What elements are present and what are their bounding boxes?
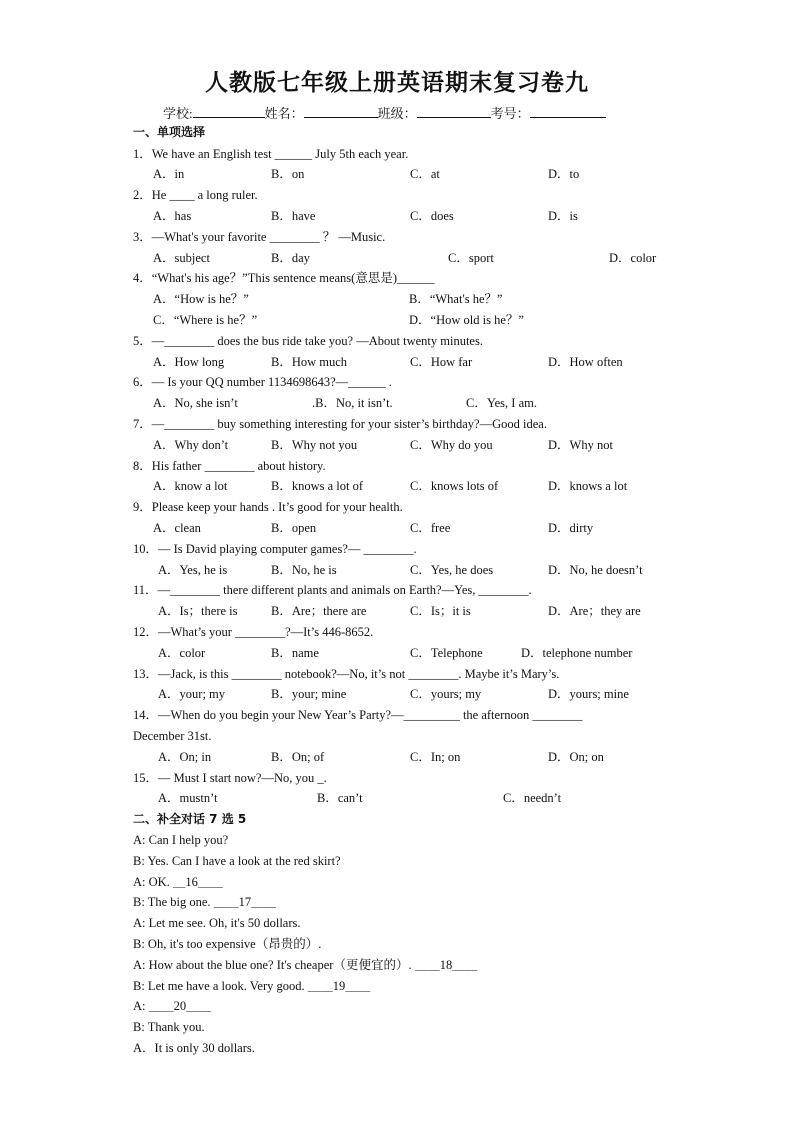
option-d[interactable]: D．knows a lot — [548, 479, 628, 493]
section-heading-dialogue: 二、补全对话 7 选 5 — [133, 812, 247, 826]
option-a[interactable]: A．subject — [153, 251, 210, 265]
name-blank[interactable] — [304, 105, 378, 118]
question-stem: 14．—When do you begin your New Year’s Party?—_________ the afternoon ________ — [133, 708, 583, 722]
option-b[interactable]: B．open — [271, 521, 317, 535]
page-title: 人教版七年级上册英语期末复习卷九 — [205, 70, 589, 95]
question-stem: 8．His father ________ about history. — [133, 459, 326, 473]
option-c[interactable]: C．sport — [448, 251, 494, 265]
dialogue-line: B: The big one. ＿＿17＿＿ — [133, 895, 277, 909]
option-d[interactable]: D．dirty — [548, 521, 594, 535]
option-d[interactable]: D．On; on — [548, 750, 604, 764]
class-blank[interactable] — [417, 105, 491, 118]
option-a[interactable]: A．clean — [153, 521, 201, 535]
option-a[interactable]: A．Is；there is — [158, 604, 238, 618]
option-b[interactable]: B．have — [271, 209, 316, 223]
option-c[interactable]: C．“Where is he？” — [153, 313, 258, 327]
option-b[interactable]: B．knows a lot of — [271, 479, 364, 493]
option-c[interactable]: C．free — [410, 521, 451, 535]
option-d[interactable]: D．Why not — [548, 438, 613, 452]
option-b[interactable]: B．Why not you — [271, 438, 358, 452]
dialogue-line: B: Yes. Can I have a look at the red skirt? — [133, 854, 341, 868]
student-info-line — [163, 103, 606, 122]
question-stem: 4．“What's his age？”This sentence means(意思是)______ — [133, 271, 435, 285]
dialogue-line: A: Let me see. Oh, it's 50 dollars. — [133, 916, 301, 930]
option-d[interactable]: D．Are；they are — [548, 604, 641, 618]
option-d[interactable]: D．yours; mine — [548, 687, 629, 701]
question-stem: 5．—________ does the bus ride take you? —About twenty minutes. — [133, 334, 483, 348]
option-c[interactable]: C．Telephone — [410, 646, 483, 660]
option-d[interactable]: D．No, he doesn’t — [548, 563, 643, 577]
question-stem: 1．We have an English test ______ July 5th each year. — [133, 147, 409, 161]
option-b[interactable]: B．name — [271, 646, 319, 660]
option-b[interactable]: B．“What's he？” — [409, 292, 503, 306]
option-b[interactable]: B．On; of — [271, 750, 325, 764]
dialogue-line: B: Let me have a look. Very good. ＿＿19＿＿ — [133, 979, 371, 993]
option-a[interactable]: A．your; my — [158, 687, 226, 701]
dialogue-line: A: How about the blue one? It's cheaper（更便宜的）. ＿＿18＿＿ — [133, 958, 478, 972]
option-c[interactable]: C．Why do you — [410, 438, 493, 452]
option-a[interactable]: A．Why don’t — [153, 438, 229, 452]
option-a[interactable]: A．mustn’t — [158, 791, 218, 805]
question-stem: 2．He ____ a long ruler. — [133, 188, 258, 202]
question-stem: 10．— Is David playing computer games?— ________. — [133, 542, 417, 556]
school-blank[interactable] — [193, 105, 265, 118]
option-a[interactable]: A．know a lot — [153, 479, 228, 493]
number-label: 考号： — [490, 106, 530, 121]
option-b[interactable]: B．No, he is — [271, 563, 337, 577]
question-stem: 3．—What's your favorite ________ ？ —Music. — [133, 230, 386, 244]
option-d[interactable]: D．is — [548, 209, 578, 223]
option-d[interactable]: D．to — [548, 167, 580, 181]
dialogue-line: A: Can I help you? — [133, 833, 229, 847]
dialogue-line: A: ＿＿20＿＿ — [133, 999, 212, 1013]
option-c[interactable]: C．How far — [410, 355, 473, 369]
option-a[interactable]: A．On; in — [158, 750, 212, 764]
dialogue-line: B: Oh, it's too expensive（昂贵的）. — [133, 937, 322, 951]
option-c[interactable]: C．yours; my — [410, 687, 482, 701]
option-d[interactable]: D．How often — [548, 355, 623, 369]
option-c[interactable]: C．needn’t — [503, 791, 562, 805]
answer-choice-a: A．It is only 30 dollars. — [133, 1041, 255, 1055]
option-a[interactable]: A．“How is he？” — [153, 292, 249, 306]
option-d[interactable]: D．telephone number — [521, 646, 633, 660]
option-b[interactable]: B．day — [271, 251, 310, 265]
section-heading-choice: 一、单项选择 — [133, 125, 206, 139]
option-a[interactable]: A．No, she isn’t — [153, 396, 238, 410]
option-c[interactable]: C．does — [410, 209, 454, 223]
option-d[interactable]: D．color — [609, 251, 657, 265]
option-c[interactable]: C．In; on — [410, 750, 461, 764]
option-d[interactable]: D．“How old is he？” — [409, 313, 524, 327]
option-c[interactable]: C．Yes, I am. — [466, 396, 537, 410]
question-stem: 9．Please keep your hands . It’s good for your health. — [133, 500, 403, 514]
question-stem: 12．—What’s your ________?—It’s 446-8652. — [133, 625, 374, 639]
question-stem-continued: December 31st. — [133, 729, 212, 743]
question-stem: 15．— Must I start now?—No, you _. — [133, 771, 327, 785]
option-b[interactable]: B．on — [271, 167, 305, 181]
option-a[interactable]: A．color — [158, 646, 206, 660]
option-a[interactable]: A．has — [153, 209, 192, 223]
option-c[interactable]: C．at — [410, 167, 440, 181]
option-b[interactable]: B．can’t — [317, 791, 363, 805]
option-c[interactable]: C．Yes, he does — [410, 563, 494, 577]
question-stem: 11．—________ there different plants and animals on Earth?—Yes, ________. — [133, 583, 532, 597]
dialogue-line: B: Thank you. — [133, 1020, 205, 1034]
question-stem: 13．—Jack, is this ________ notebook?—No, it’s not ________. Maybe it’s Mary’s. — [133, 667, 560, 681]
class-label: 班级： — [377, 106, 417, 121]
option-a[interactable]: A．Yes, he is — [158, 563, 228, 577]
option-b[interactable]: B．your; mine — [271, 687, 347, 701]
name-label: 姓名： — [264, 106, 304, 121]
question-stem: 7．—________ buy something interesting for your sister’s birthday?—Good idea. — [133, 417, 547, 431]
question-stem: 6．— Is your QQ number 1134698643?—______ . — [133, 375, 392, 389]
school-label: 学校: — [163, 106, 193, 121]
option-c[interactable]: C．knows lots of — [410, 479, 499, 493]
option-c[interactable]: C．Is；it is — [410, 604, 471, 618]
option-b[interactable]: B．How much — [271, 355, 348, 369]
option-a[interactable]: A．How long — [153, 355, 225, 369]
dialogue-line: A: OK. ＿16＿＿ — [133, 875, 223, 889]
number-blank[interactable] — [530, 105, 606, 118]
option-b[interactable]: .B．No, it isn’t. — [312, 396, 393, 410]
option-a[interactable]: A．in — [153, 167, 185, 181]
option-b[interactable]: B．Are；there are — [271, 604, 367, 618]
